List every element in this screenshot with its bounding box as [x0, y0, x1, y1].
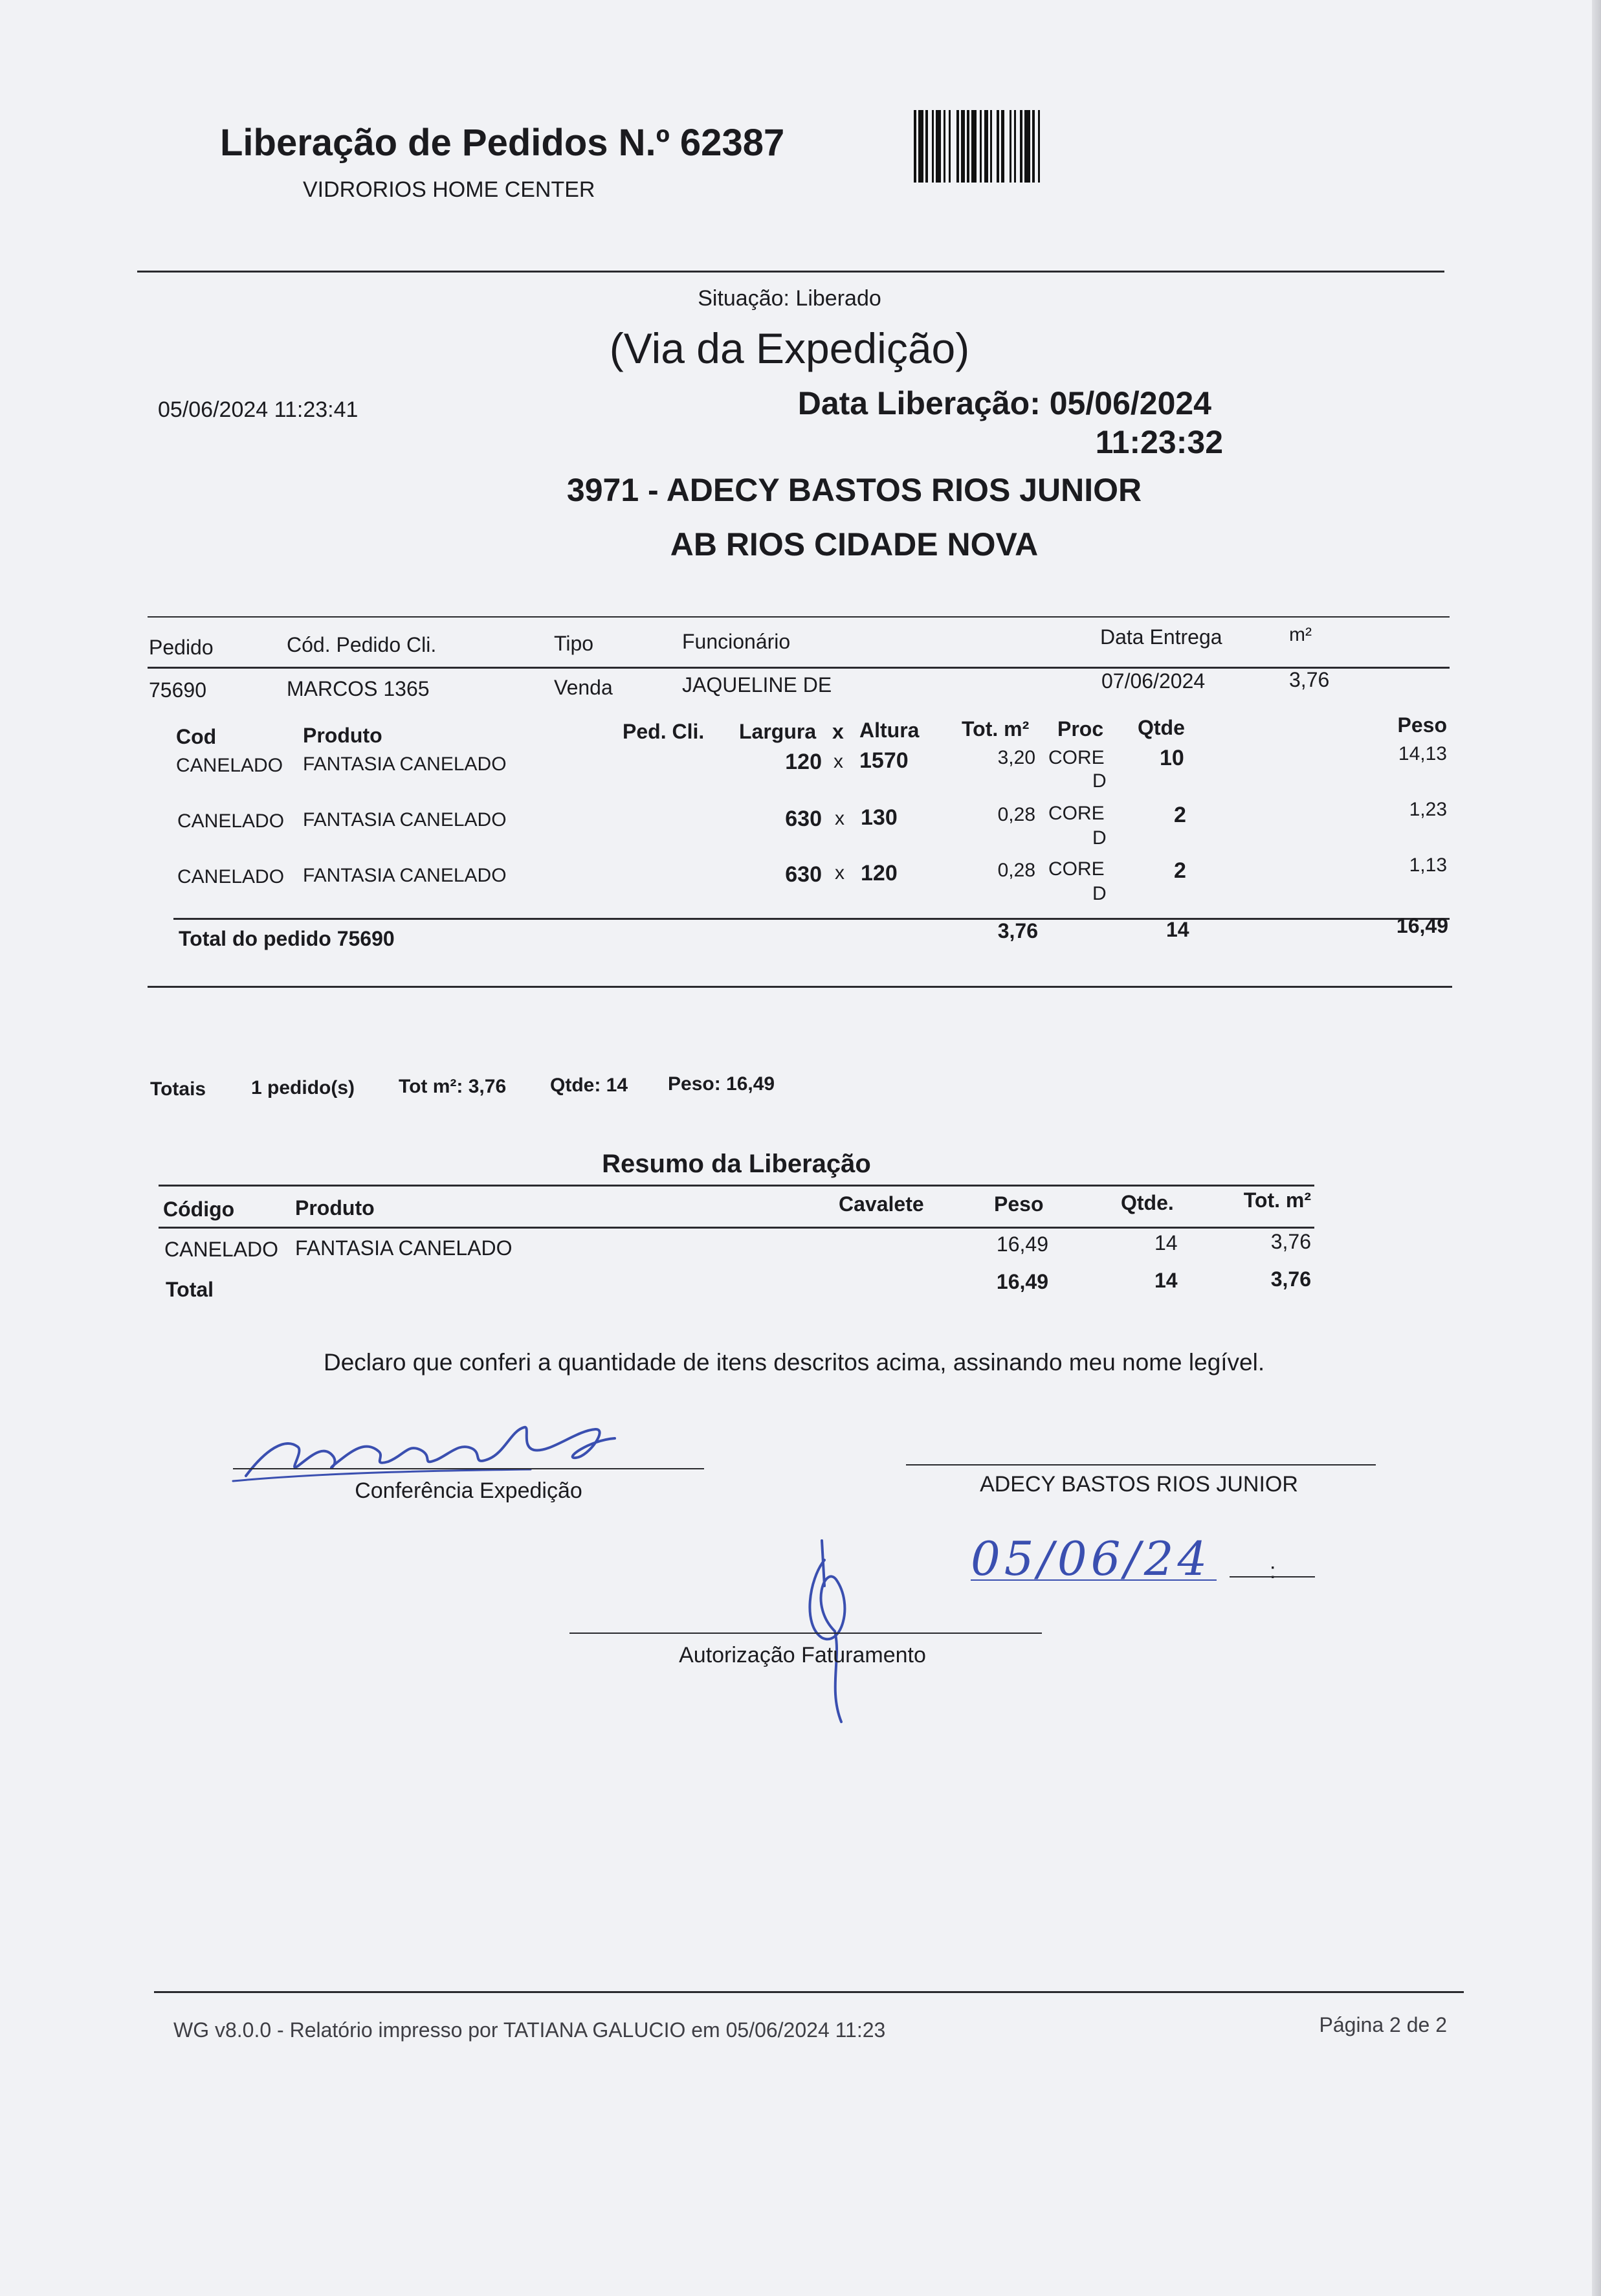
item-col-tot-m2: Tot. m²	[962, 717, 1030, 741]
item-cod: CANELADO	[176, 755, 283, 776]
totals-label: Totais	[150, 1078, 206, 1100]
totals-peso: Peso: 16,49	[668, 1073, 775, 1095]
conferencia-signature	[226, 1411, 654, 1489]
resumo-col-produto: Produto	[295, 1196, 375, 1220]
item-produto: FANTASIA CANELADO	[303, 865, 507, 886]
pedido-value: 75690	[149, 678, 206, 702]
footer-print-info: WG v8.0.0 - Relatório impresso por TATIANA GALUCIO em 05/06/2024 11:23	[173, 2018, 886, 2042]
order-table-top-rule	[148, 616, 1450, 618]
item-produto: FANTASIA CANELADO	[303, 809, 507, 830]
totals-qtde: Qtde: 14	[550, 1075, 628, 1096]
item-col-ped-cli: Ped. Cli.	[623, 720, 705, 743]
date-time-colon: :	[1270, 1559, 1276, 1583]
resumo-title: Resumo da Liberação	[602, 1150, 871, 1178]
customer-store: AB RIOS CIDADE NOVA	[670, 526, 1039, 563]
order-header-rule	[148, 667, 1450, 669]
via-title: (Via da Expedição)	[609, 324, 970, 372]
resumo-header-rule	[159, 1227, 1314, 1229]
autorizacao-ink-mark	[796, 1534, 874, 1728]
order-total-rule	[173, 918, 1450, 920]
col-pedido: Pedido	[149, 636, 214, 659]
declaration-text: Declaro que conferi a quantidade de itens descritos acima, assinando meu nome legível.	[324, 1349, 1265, 1376]
cliente-sign-line	[906, 1464, 1376, 1466]
item-altura: 130	[861, 805, 898, 830]
col-data-entrega: Data Entrega	[1100, 625, 1222, 649]
m2-value: 3,76	[1289, 668, 1330, 691]
barcode-bar	[984, 110, 988, 183]
header-rule	[137, 271, 1444, 273]
barcode-bar	[944, 110, 945, 183]
totals-m2: Tot m²: 3,76	[399, 1076, 507, 1097]
barcode-bar	[932, 110, 934, 183]
item-proc: CORE	[1048, 747, 1105, 768]
resumo-total-qtde: 14	[1154, 1269, 1178, 1292]
item-proc-line2: D	[1092, 827, 1107, 849]
barcode-bar	[1001, 110, 1004, 183]
item-largura: 630	[785, 862, 822, 887]
resumo-total-peso: 16,49	[996, 1270, 1048, 1293]
handwritten-date: 05/06/24	[971, 1532, 1211, 1586]
barcode-bar	[949, 110, 951, 183]
item-qtde: 2	[1174, 803, 1186, 827]
conferencia-label: Conferência Expedição	[355, 1478, 582, 1503]
resumo-produto: FANTASIA CANELADO	[295, 1236, 513, 1260]
conferencia-sign-line	[233, 1468, 704, 1469]
item-col-largura: Largura	[739, 720, 817, 743]
item-col-peso: Peso	[1397, 713, 1447, 737]
autorizacao-label: Autorização Faturamento	[679, 1643, 926, 1667]
resumo-total-label: Total	[166, 1278, 214, 1301]
footer-rule	[154, 1991, 1464, 1993]
barcode-bar	[997, 110, 999, 183]
item-largura: 630	[785, 807, 822, 831]
scan-edge	[1592, 0, 1601, 2296]
col-m2: m²	[1289, 624, 1312, 645]
resumo-col-cavalete: Cavalete	[839, 1192, 924, 1216]
item-col-produto: Produto	[303, 724, 382, 747]
item-x: x	[834, 751, 843, 772]
item-col-altura: Altura	[859, 719, 920, 742]
item-qtde: 10	[1160, 746, 1184, 770]
item-peso: 1,23	[1409, 799, 1447, 820]
item-proc: CORE	[1048, 858, 1105, 880]
item-col-qtde: Qtde	[1138, 716, 1185, 739]
resumo-total-tot-m2: 3,76	[1270, 1267, 1311, 1291]
item-tot-m2: 3,20	[997, 747, 1035, 768]
barcode-bar	[1010, 110, 1011, 183]
resumo-qtde: 14	[1154, 1231, 1178, 1254]
autorizacao-sign-line	[569, 1633, 1042, 1634]
barcode-bar	[1014, 110, 1016, 183]
order-table-bottom-rule	[148, 986, 1452, 988]
resumo-top-rule	[159, 1185, 1314, 1187]
item-x: x	[835, 808, 845, 829]
item-proc-line2: D	[1092, 883, 1107, 904]
resumo-col-qtde: Qtde.	[1121, 1191, 1174, 1214]
item-tot-m2: 0,28	[997, 804, 1035, 825]
col-tipo: Tipo	[554, 632, 594, 655]
item-altura: 120	[861, 861, 898, 886]
item-col-proc: Proc	[1057, 717, 1104, 741]
item-altura: 1570	[859, 748, 909, 773]
item-peso: 1,13	[1409, 854, 1447, 876]
barcode-bar	[1038, 110, 1040, 183]
item-col-x: x	[832, 720, 844, 743]
company-name: VIDRORIOS HOME CENTER	[303, 177, 595, 202]
resumo-codigo: CANELADO	[164, 1238, 279, 1261]
resumo-tot-m2: 3,76	[1270, 1230, 1311, 1253]
item-tot-m2: 0,28	[997, 860, 1035, 881]
item-cod: CANELADO	[177, 810, 285, 832]
barcode-bar	[971, 110, 977, 183]
item-largura: 120	[785, 750, 822, 774]
data-liberacao-time: 11:23:32	[1095, 424, 1223, 460]
item-produto: FANTASIA CANELADO	[303, 753, 507, 775]
col-funcionario: Funcionário	[682, 630, 791, 653]
item-proc: CORE	[1048, 803, 1105, 824]
barcode-bar	[1024, 110, 1030, 183]
totals-pedidos: 1 pedido(s)	[251, 1077, 355, 1098]
situacao-label: Situação: Liberado	[698, 286, 881, 311]
order-total-qtde: 14	[1166, 918, 1189, 941]
barcode-bar	[990, 110, 992, 183]
barcode-bar	[1020, 110, 1022, 183]
funcionario-value: JAQUELINE DE	[682, 673, 832, 697]
col-cod-pedido-cli: Cód. Pedido Cli.	[287, 633, 437, 656]
data-liberacao: Data Liberação: 05/06/2024	[797, 385, 1211, 421]
barcode	[912, 110, 1145, 183]
barcode-bar	[967, 110, 969, 183]
barcode-bar	[956, 110, 959, 183]
time-line	[1230, 1576, 1315, 1577]
item-proc-line2: D	[1092, 770, 1107, 792]
data-entrega-value: 07/06/2024	[1101, 669, 1206, 693]
item-qtde: 2	[1174, 858, 1186, 883]
item-x: x	[835, 862, 845, 884]
cod-cli-value: MARCOS 1365	[287, 677, 430, 700]
barcode-bar	[936, 110, 941, 183]
order-total-peso: 16,49	[1396, 914, 1448, 937]
barcode-bar	[925, 110, 928, 183]
item-col-cod: Cod	[176, 725, 217, 748]
barcode-bar	[1032, 110, 1035, 183]
barcode-bar	[918, 110, 923, 183]
print-timestamp: 05/06/2024 11:23:41	[158, 397, 359, 422]
tipo-value: Venda	[554, 676, 613, 699]
document-title: Liberação de Pedidos N.º 62387	[220, 122, 785, 164]
barcode-bar	[980, 110, 982, 183]
resumo-col-peso: Peso	[994, 1192, 1044, 1216]
barcode-bar	[914, 110, 916, 183]
barcode-bar	[961, 110, 965, 183]
resumo-peso: 16,49	[996, 1232, 1048, 1256]
order-total-m2: 3,76	[997, 919, 1038, 942]
customer-name: 3971 - ADECY BASTOS RIOS JUNIOR	[566, 472, 1142, 508]
order-total-label: Total do pedido 75690	[179, 927, 395, 950]
handwritten-date-underline	[971, 1579, 1217, 1581]
footer-page-number: Página 2 de 2	[1319, 2013, 1447, 2036]
resumo-col-tot-m2: Tot. m²	[1243, 1188, 1311, 1212]
cliente-name-label: ADECY BASTOS RIOS JUNIOR	[980, 1472, 1298, 1497]
item-cod: CANELADO	[177, 866, 285, 887]
resumo-col-codigo: Código	[163, 1198, 235, 1221]
item-peso: 14,13	[1398, 743, 1447, 764]
